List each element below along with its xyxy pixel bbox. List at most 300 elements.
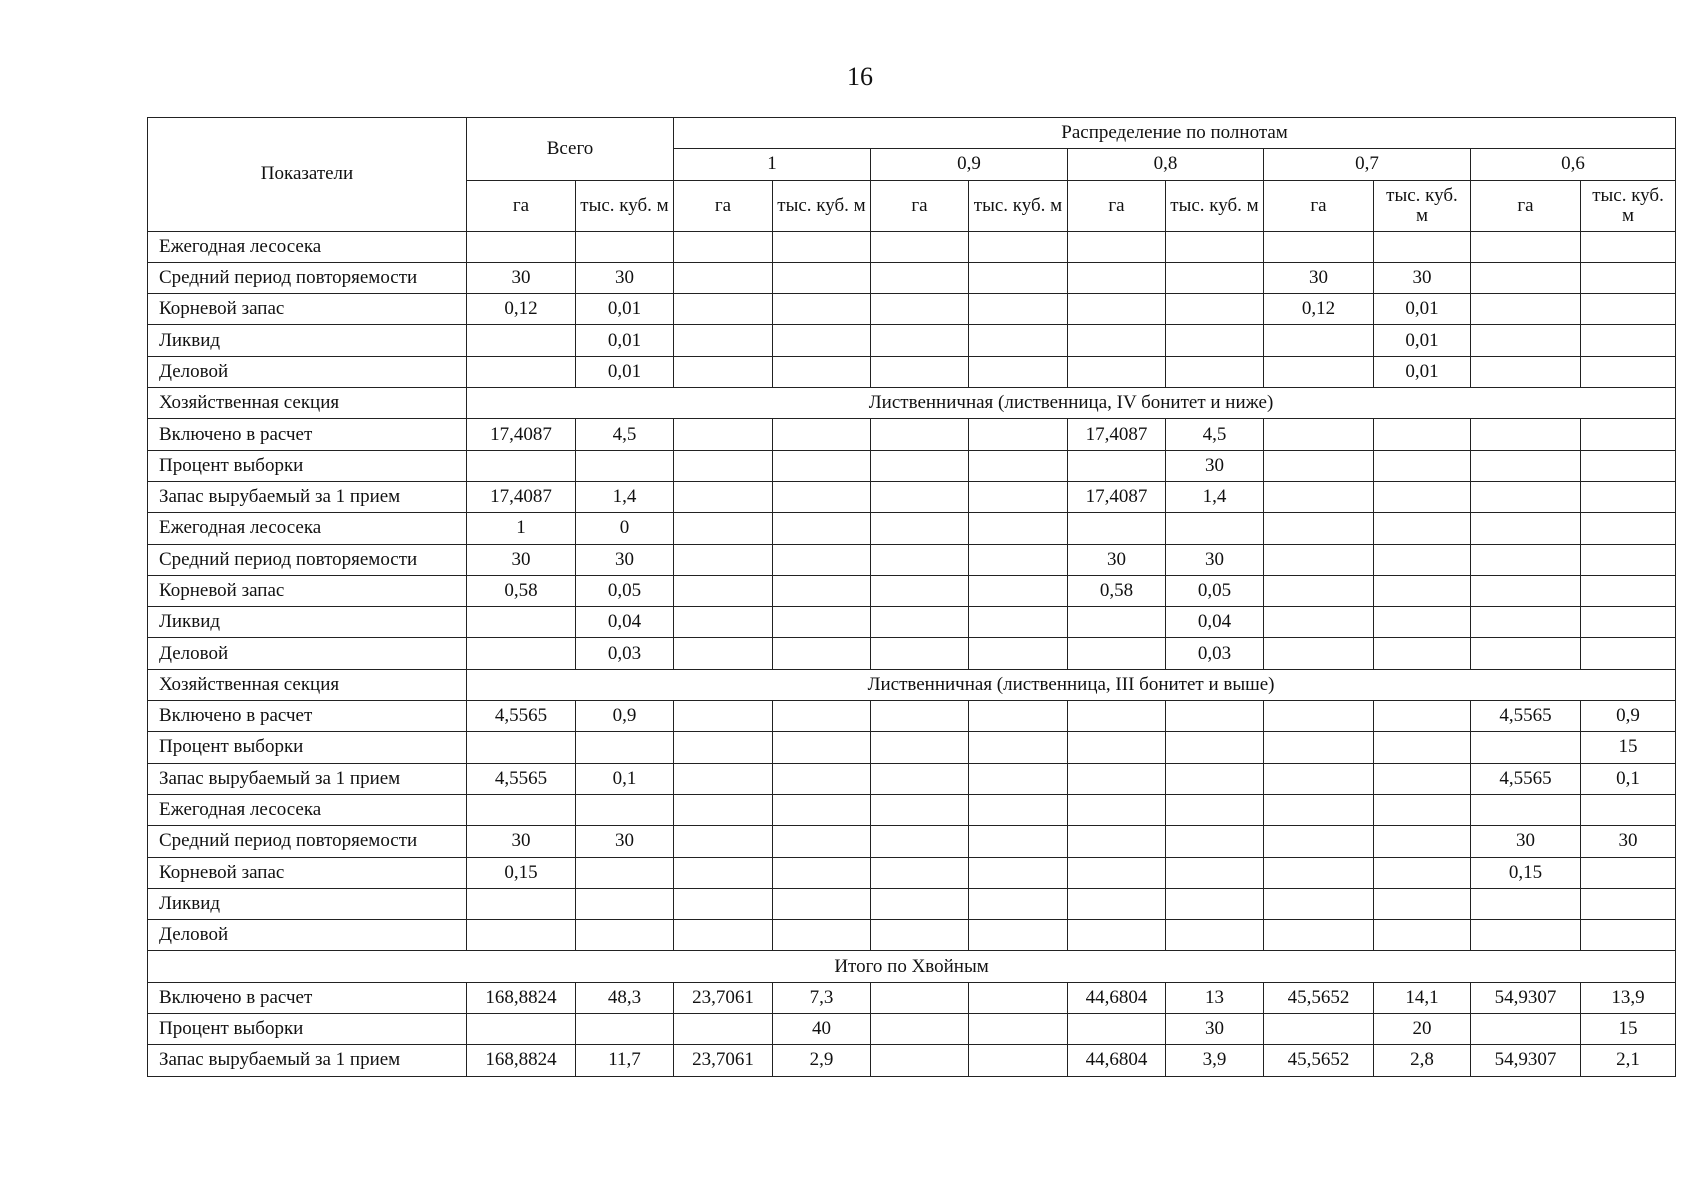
table-cell bbox=[1264, 544, 1374, 575]
table-cell: 0,05 bbox=[1166, 575, 1264, 606]
table-cell: 0,01 bbox=[1374, 356, 1471, 387]
table-cell bbox=[467, 325, 576, 356]
table-cell: 44,6804 bbox=[1068, 982, 1166, 1013]
section-label: Хозяйственная секция bbox=[148, 669, 467, 700]
table-cell bbox=[871, 513, 969, 544]
row-label: Ежегодная лесосека bbox=[148, 513, 467, 544]
table-cell bbox=[1581, 920, 1676, 951]
table-cell bbox=[674, 544, 773, 575]
table-cell: 30 bbox=[1166, 1014, 1264, 1045]
table-cell: 23,7061 bbox=[674, 1045, 773, 1076]
density-header: 0,6 bbox=[1471, 149, 1676, 180]
table-cell bbox=[1068, 826, 1166, 857]
table-cell bbox=[576, 794, 674, 825]
table-cell: 44,6804 bbox=[1068, 1045, 1166, 1076]
table-cell bbox=[871, 826, 969, 857]
table-row bbox=[148, 982, 1676, 1013]
table-cell: 30 bbox=[576, 826, 674, 857]
table-cell bbox=[1471, 638, 1581, 669]
table-cell bbox=[773, 732, 871, 763]
table-cell bbox=[1166, 794, 1264, 825]
row-label: Ежегодная лесосека bbox=[148, 794, 467, 825]
unit-ha-header: га bbox=[1068, 180, 1166, 231]
unit-volume-header: тыс. куб. м bbox=[576, 180, 674, 231]
row-label: Включено в расчет bbox=[148, 982, 467, 1013]
row-label: Включено в расчет bbox=[148, 419, 467, 450]
table-cell bbox=[1471, 481, 1581, 512]
table-cell bbox=[1166, 262, 1264, 293]
table-cell bbox=[1166, 294, 1264, 325]
table-row bbox=[148, 325, 1676, 356]
table-cell bbox=[1471, 419, 1581, 450]
table-cell bbox=[1471, 231, 1581, 262]
table-cell bbox=[1264, 888, 1374, 919]
table-cell bbox=[773, 325, 871, 356]
table-cell: 17,4087 bbox=[467, 419, 576, 450]
table-cell bbox=[871, 481, 969, 512]
table-row bbox=[148, 1045, 1676, 1076]
table-cell bbox=[674, 481, 773, 512]
row-label: Включено в расчет bbox=[148, 701, 467, 732]
table-cell bbox=[969, 888, 1068, 919]
table-cell bbox=[674, 575, 773, 606]
table-cell: 4,5565 bbox=[1471, 763, 1581, 794]
table-cell bbox=[674, 1014, 773, 1045]
table-cell bbox=[871, 419, 969, 450]
table-cell: 30 bbox=[467, 544, 576, 575]
table-cell: 0,01 bbox=[576, 294, 674, 325]
row-label: Корневой запас bbox=[148, 294, 467, 325]
table-cell bbox=[1264, 920, 1374, 951]
table-cell: 54,9307 bbox=[1471, 982, 1581, 1013]
table-cell bbox=[1471, 575, 1581, 606]
table-cell bbox=[674, 607, 773, 638]
table-cell: 0,1 bbox=[576, 763, 674, 794]
table-body bbox=[148, 231, 1676, 1076]
table-cell bbox=[1068, 638, 1166, 669]
row-label: Процент выборки bbox=[148, 1014, 467, 1045]
table-cell bbox=[1264, 794, 1374, 825]
table-cell bbox=[969, 857, 1068, 888]
table-cell bbox=[467, 1014, 576, 1045]
table-row bbox=[148, 231, 1676, 262]
table-cell bbox=[1581, 262, 1676, 293]
table-cell: 0,15 bbox=[467, 857, 576, 888]
table-cell: 0,58 bbox=[467, 575, 576, 606]
table-cell bbox=[969, 450, 1068, 481]
table-cell: 40 bbox=[773, 1014, 871, 1045]
row-label: Ликвид bbox=[148, 607, 467, 638]
unit-ha-header: га bbox=[871, 180, 969, 231]
table-row bbox=[148, 888, 1676, 919]
table-cell bbox=[1374, 231, 1471, 262]
table-cell: 30 bbox=[1068, 544, 1166, 575]
table-cell bbox=[773, 450, 871, 481]
density-header: 0,9 bbox=[871, 149, 1068, 180]
table-cell bbox=[1374, 732, 1471, 763]
table-cell bbox=[773, 419, 871, 450]
table-cell: 30 bbox=[467, 826, 576, 857]
table-cell bbox=[1264, 575, 1374, 606]
table-cell bbox=[773, 231, 871, 262]
table-cell bbox=[1471, 513, 1581, 544]
table-cell: 30 bbox=[1264, 262, 1374, 293]
table-cell bbox=[674, 826, 773, 857]
table-cell bbox=[773, 544, 871, 575]
row-label: Процент выборки bbox=[148, 732, 467, 763]
table-cell bbox=[1166, 231, 1264, 262]
table-cell: 0,9 bbox=[1581, 701, 1676, 732]
table-cell bbox=[1068, 888, 1166, 919]
unit-ha-header: га bbox=[1264, 180, 1374, 231]
table-cell bbox=[1166, 513, 1264, 544]
section-title: Лиственничная (лиственница, III бонитет и выше) bbox=[467, 669, 1676, 700]
table-cell bbox=[674, 763, 773, 794]
table-cell bbox=[1068, 325, 1166, 356]
table-cell: 0 bbox=[576, 513, 674, 544]
table-cell bbox=[969, 920, 1068, 951]
table-cell bbox=[1374, 920, 1471, 951]
table-cell bbox=[1471, 888, 1581, 919]
table-cell bbox=[1068, 1014, 1166, 1045]
table-cell: 2,9 bbox=[773, 1045, 871, 1076]
unit-volume-header: тыс. куб. м bbox=[1374, 180, 1471, 231]
row-label: Средний период повторяемости bbox=[148, 826, 467, 857]
table-cell bbox=[1264, 419, 1374, 450]
table-cell bbox=[773, 638, 871, 669]
table-cell bbox=[576, 857, 674, 888]
table-cell: 30 bbox=[1374, 262, 1471, 293]
table-cell bbox=[1374, 888, 1471, 919]
total-title: Итого по Хвойным bbox=[148, 951, 1676, 982]
table-cell: 15 bbox=[1581, 1014, 1676, 1045]
table-cell bbox=[674, 419, 773, 450]
table-cell bbox=[1374, 544, 1471, 575]
table-cell bbox=[871, 450, 969, 481]
table-cell bbox=[1264, 513, 1374, 544]
table-cell bbox=[1471, 1014, 1581, 1045]
table-cell bbox=[871, 982, 969, 1013]
total-row bbox=[148, 951, 1676, 982]
table-cell bbox=[1581, 231, 1676, 262]
table-cell: 1,4 bbox=[1166, 481, 1264, 512]
table-cell bbox=[674, 294, 773, 325]
table-cell: 0,9 bbox=[576, 701, 674, 732]
table-cell bbox=[1264, 231, 1374, 262]
table-cell bbox=[576, 888, 674, 919]
table-cell bbox=[969, 419, 1068, 450]
table-cell bbox=[773, 575, 871, 606]
table-cell: 0,05 bbox=[576, 575, 674, 606]
table-cell bbox=[1471, 920, 1581, 951]
table-cell bbox=[467, 231, 576, 262]
total-header: Всего bbox=[467, 118, 674, 181]
table-cell: 13,9 bbox=[1581, 982, 1676, 1013]
table-cell: 0,01 bbox=[576, 325, 674, 356]
row-label: Ликвид bbox=[148, 325, 467, 356]
table-cell: 13 bbox=[1166, 982, 1264, 1013]
table-cell bbox=[1264, 763, 1374, 794]
table-cell bbox=[1374, 419, 1471, 450]
table-cell bbox=[969, 262, 1068, 293]
table-cell bbox=[674, 857, 773, 888]
table-cell: 0,04 bbox=[576, 607, 674, 638]
table-cell: 0,12 bbox=[1264, 294, 1374, 325]
table-cell bbox=[969, 638, 1068, 669]
table-cell bbox=[1581, 325, 1676, 356]
table-cell bbox=[969, 356, 1068, 387]
table-cell bbox=[1581, 607, 1676, 638]
table-cell bbox=[1166, 826, 1264, 857]
table-cell: 30 bbox=[576, 544, 674, 575]
section-label: Хозяйственная секция bbox=[148, 388, 467, 419]
table-cell bbox=[1374, 513, 1471, 544]
table-cell: 0,15 bbox=[1471, 857, 1581, 888]
table-cell bbox=[674, 513, 773, 544]
table-cell bbox=[871, 1045, 969, 1076]
table-row bbox=[148, 920, 1676, 951]
table-row bbox=[148, 857, 1676, 888]
table-cell bbox=[467, 607, 576, 638]
table-cell bbox=[576, 450, 674, 481]
table-cell bbox=[773, 481, 871, 512]
table-cell bbox=[1581, 888, 1676, 919]
table-cell bbox=[969, 982, 1068, 1013]
table-cell bbox=[1166, 732, 1264, 763]
table-cell: 3,9 bbox=[1166, 1045, 1264, 1076]
table-cell: 0,01 bbox=[1374, 294, 1471, 325]
section-title: Лиственничная (лиственница, IV бонитет и ниже) bbox=[467, 388, 1676, 419]
table-row bbox=[148, 1014, 1676, 1045]
table-cell bbox=[1068, 513, 1166, 544]
table-cell bbox=[773, 607, 871, 638]
table-cell: 17,4087 bbox=[1068, 481, 1166, 512]
table-cell bbox=[1374, 481, 1471, 512]
indicators-header: Показатели bbox=[148, 118, 467, 232]
table-cell bbox=[969, 732, 1068, 763]
table-cell: 30 bbox=[576, 262, 674, 293]
table-cell bbox=[871, 294, 969, 325]
table-cell bbox=[871, 356, 969, 387]
table-cell bbox=[969, 231, 1068, 262]
table-cell bbox=[1374, 857, 1471, 888]
table-cell bbox=[1068, 857, 1166, 888]
table-row bbox=[148, 794, 1676, 825]
table-cell: 2,1 bbox=[1581, 1045, 1676, 1076]
table-cell: 30 bbox=[467, 262, 576, 293]
unit-ha-header: га bbox=[674, 180, 773, 231]
table-cell: 4,5 bbox=[1166, 419, 1264, 450]
table-header bbox=[148, 118, 1676, 232]
table-cell bbox=[1068, 607, 1166, 638]
section-row bbox=[148, 669, 1676, 700]
table-cell bbox=[969, 294, 1068, 325]
row-label: Деловой bbox=[148, 356, 467, 387]
table-row bbox=[148, 544, 1676, 575]
table-row bbox=[148, 419, 1676, 450]
table-cell bbox=[1471, 262, 1581, 293]
table-cell bbox=[1581, 513, 1676, 544]
table-cell: 11,7 bbox=[576, 1045, 674, 1076]
table-cell bbox=[1264, 638, 1374, 669]
table-cell bbox=[871, 920, 969, 951]
table-cell bbox=[969, 575, 1068, 606]
allowable-cut-table bbox=[147, 117, 1676, 1077]
table-cell bbox=[467, 888, 576, 919]
table-cell: 30 bbox=[1581, 826, 1676, 857]
table-cell bbox=[1264, 481, 1374, 512]
table-cell: 0,04 bbox=[1166, 607, 1264, 638]
row-label: Деловой bbox=[148, 920, 467, 951]
table-cell bbox=[1471, 544, 1581, 575]
table-row bbox=[148, 701, 1676, 732]
table-cell bbox=[969, 481, 1068, 512]
row-label: Процент выборки bbox=[148, 450, 467, 481]
table-cell: 0,1 bbox=[1581, 763, 1676, 794]
table-cell: 17,4087 bbox=[1068, 419, 1166, 450]
table-cell bbox=[1068, 262, 1166, 293]
table-cell bbox=[1581, 857, 1676, 888]
table-cell bbox=[1581, 450, 1676, 481]
table-cell bbox=[467, 450, 576, 481]
table-cell bbox=[1471, 325, 1581, 356]
table-row bbox=[148, 732, 1676, 763]
table-row bbox=[148, 294, 1676, 325]
table-row bbox=[148, 450, 1676, 481]
page-number: 16 bbox=[847, 62, 873, 91]
table-cell bbox=[1264, 356, 1374, 387]
table-cell bbox=[969, 1045, 1068, 1076]
table-cell bbox=[1374, 638, 1471, 669]
table-cell bbox=[674, 794, 773, 825]
table-cell bbox=[1068, 763, 1166, 794]
row-label: Запас вырубаемый за 1 прием bbox=[148, 1045, 467, 1076]
table-cell bbox=[1264, 325, 1374, 356]
table-cell: 0,03 bbox=[576, 638, 674, 669]
table-cell bbox=[1264, 1014, 1374, 1045]
row-label: Запас вырубаемый за 1 прием bbox=[148, 481, 467, 512]
row-label: Ежегодная лесосека bbox=[148, 231, 467, 262]
table-cell: 15 bbox=[1581, 732, 1676, 763]
row-label: Средний период повторяемости bbox=[148, 544, 467, 575]
table-cell bbox=[1166, 701, 1264, 732]
row-label: Деловой bbox=[148, 638, 467, 669]
table-cell: 45,5652 bbox=[1264, 982, 1374, 1013]
table-row bbox=[148, 262, 1676, 293]
table-cell bbox=[1068, 231, 1166, 262]
table-cell bbox=[969, 1014, 1068, 1045]
table-cell bbox=[1264, 450, 1374, 481]
table-row bbox=[148, 356, 1676, 387]
table-cell bbox=[773, 857, 871, 888]
table-cell bbox=[969, 544, 1068, 575]
table-cell: 4,5565 bbox=[1471, 701, 1581, 732]
table-cell bbox=[1166, 920, 1264, 951]
table-cell: 0,01 bbox=[1374, 325, 1471, 356]
table-cell bbox=[1068, 450, 1166, 481]
table-cell bbox=[1581, 419, 1676, 450]
row-label: Корневой запас bbox=[148, 857, 467, 888]
table-cell: 17,4087 bbox=[467, 481, 576, 512]
table-cell bbox=[1166, 356, 1264, 387]
table-cell: 168,8824 bbox=[467, 982, 576, 1013]
table-cell bbox=[467, 638, 576, 669]
table-cell bbox=[871, 732, 969, 763]
table-cell bbox=[674, 920, 773, 951]
table-cell bbox=[1471, 794, 1581, 825]
table-cell bbox=[969, 763, 1068, 794]
table-cell bbox=[576, 732, 674, 763]
table-cell bbox=[1374, 763, 1471, 794]
table-cell bbox=[1471, 450, 1581, 481]
table-cell: 4,5 bbox=[576, 419, 674, 450]
table-cell: 30 bbox=[1166, 544, 1264, 575]
density-header: 0,7 bbox=[1264, 149, 1471, 180]
table-cell bbox=[576, 920, 674, 951]
table-cell bbox=[1581, 294, 1676, 325]
table-cell bbox=[1068, 920, 1166, 951]
table-cell bbox=[871, 794, 969, 825]
table-cell: 54,9307 bbox=[1471, 1045, 1581, 1076]
table-cell bbox=[576, 1014, 674, 1045]
table-cell bbox=[674, 701, 773, 732]
table-cell bbox=[1581, 638, 1676, 669]
table-cell bbox=[773, 920, 871, 951]
table-row bbox=[148, 763, 1676, 794]
table-cell bbox=[871, 1014, 969, 1045]
table-cell bbox=[1581, 481, 1676, 512]
table-cell bbox=[674, 732, 773, 763]
table-cell bbox=[576, 231, 674, 262]
table-cell bbox=[969, 607, 1068, 638]
table-cell: 2,8 bbox=[1374, 1045, 1471, 1076]
table-cell bbox=[674, 450, 773, 481]
table-cell: 1 bbox=[467, 513, 576, 544]
unit-volume-header: тыс. куб. м bbox=[1581, 180, 1676, 231]
table-row bbox=[148, 481, 1676, 512]
table-cell: 0,12 bbox=[467, 294, 576, 325]
table-cell bbox=[467, 920, 576, 951]
density-header: 0,8 bbox=[1068, 149, 1264, 180]
table-cell bbox=[1166, 857, 1264, 888]
table-cell bbox=[1068, 794, 1166, 825]
table-cell: 48,3 bbox=[576, 982, 674, 1013]
table-cell bbox=[969, 794, 1068, 825]
row-label: Средний период повторяемости bbox=[148, 262, 467, 293]
table-cell bbox=[871, 763, 969, 794]
table-cell bbox=[1471, 732, 1581, 763]
table-cell bbox=[1581, 544, 1676, 575]
table-cell bbox=[871, 607, 969, 638]
table-cell bbox=[1264, 857, 1374, 888]
table-cell bbox=[1264, 701, 1374, 732]
table-cell bbox=[871, 701, 969, 732]
table-cell bbox=[871, 231, 969, 262]
table-cell bbox=[1166, 325, 1264, 356]
table-cell: 1,4 bbox=[576, 481, 674, 512]
table-cell bbox=[871, 325, 969, 356]
table-row bbox=[148, 826, 1676, 857]
table-cell: 4,5565 bbox=[467, 763, 576, 794]
table-cell bbox=[674, 231, 773, 262]
table-row bbox=[148, 575, 1676, 606]
table-cell bbox=[773, 513, 871, 544]
table-cell bbox=[1581, 575, 1676, 606]
table-cell bbox=[1068, 294, 1166, 325]
table-cell bbox=[1264, 732, 1374, 763]
table-cell bbox=[773, 888, 871, 919]
unit-ha-header: га bbox=[467, 180, 576, 231]
